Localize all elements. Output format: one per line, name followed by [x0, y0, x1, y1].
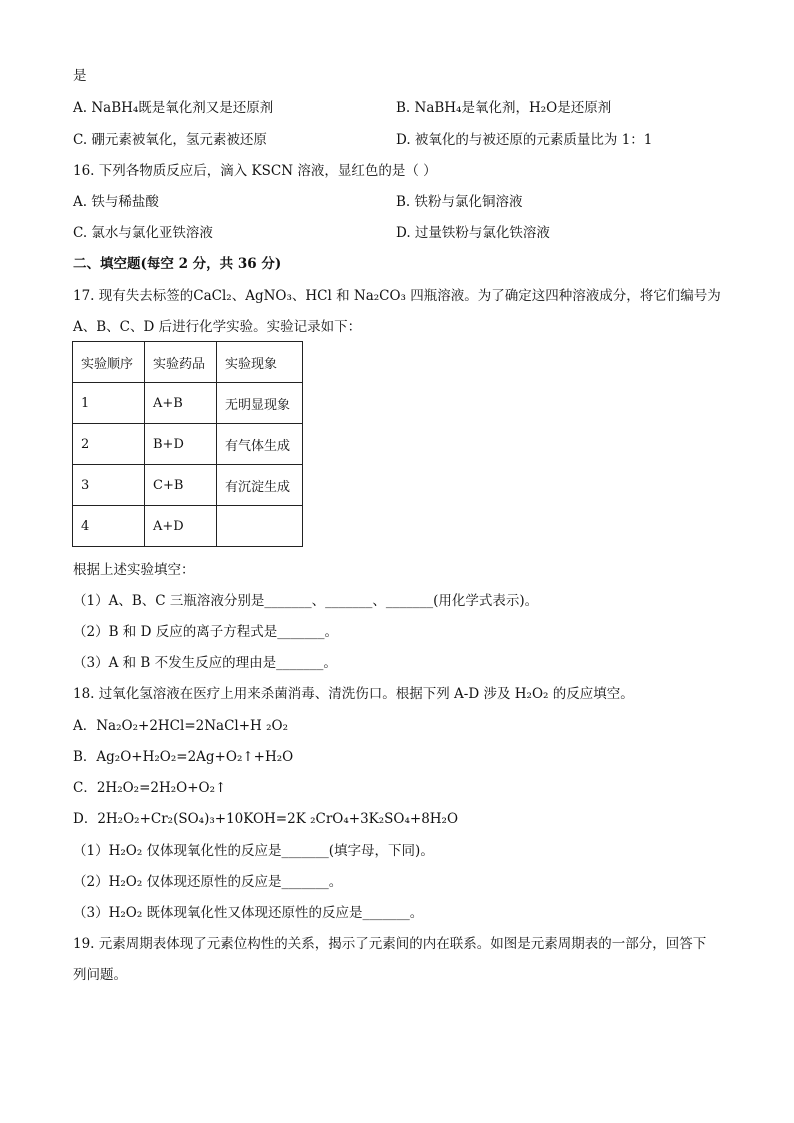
table-row	[73, 506, 303, 547]
q16-option-c: C. 氯水与氯化亚铁溶液	[73, 225, 213, 241]
section-title: 二、填空题(每空 2 分，共 36 分)	[73, 256, 282, 272]
table-row	[73, 383, 303, 424]
table-row	[73, 465, 303, 506]
table-cell: 无明显现象	[217, 383, 303, 424]
q18-reaction-a: A．Na₂O₂+2HCl=2NaCl+H ₂O₂	[73, 718, 288, 734]
q18-reaction-b: B．Ag₂O+H₂O₂=2Ag+O₂↑+H₂O	[73, 749, 294, 765]
q17-stem-line1: 17. 现有失去标签的CaCl₂、AgNO₃、HCl 和 Na₂CO₃ 四瓶溶液。为了确定这四种溶液成分，将它们编号为	[73, 288, 721, 304]
q17-after-table: 根据上述实验填空：	[73, 562, 195, 578]
experiment-table	[72, 341, 303, 547]
table-header-row	[73, 342, 303, 383]
table-cell: 有沉淀生成	[217, 465, 303, 506]
table-cell: 4	[73, 506, 145, 547]
q19-stem-line2: 列问题。	[73, 967, 127, 983]
q17-sub-2: （2）B 和 D 反应的离子方程式是_______。	[73, 624, 338, 640]
q17-sub-1: （1）A、B、C 三瓶溶液分别是_______、_______、_______(用化学式表示)。	[73, 593, 539, 609]
table-cell: B+D	[145, 424, 217, 465]
table-cell: A+D	[145, 506, 217, 547]
q15-tail: 是	[73, 68, 87, 84]
q15-option-a: A. NaBH₄既是氧化剂又是还原剂	[73, 100, 274, 116]
q18-stem: 18. 过氧化氢溶液在医疗上用来杀菌消毒、清洗伤口。根据下列 A-D 涉及 H₂O₂ 的反应填空。	[73, 686, 634, 702]
q15-option-d: D. 被氧化的与被还原的元素质量比为 1：1	[396, 132, 653, 148]
table-header-cell: 实验顺序	[73, 342, 145, 383]
q17-stem-line2: A、B、C、D 后进行化学实验。实验记录如下：	[73, 319, 362, 335]
q18-sub-3: （3）H₂O₂ 既体现氧化性又体现还原性的反应是_______。	[73, 905, 424, 921]
table-cell: 1	[73, 383, 145, 424]
table-cell: 2	[73, 424, 145, 465]
q18-sub-1: （1）H₂O₂ 仅体现氧化性的反应是_______(填字母，下同)。	[73, 843, 434, 859]
q15-option-c: C. 硼元素被氧化，氢元素被还原	[73, 132, 267, 148]
q17-sub-3: （3）A 和 B 不发生反应的理由是_______。	[73, 655, 337, 671]
q15-option-b: B. NaBH₄是氧化剂，H₂O是还原剂	[396, 100, 612, 116]
q19-stem-line1: 19. 元素周期表体现了元素位构性的关系，揭示了元素间的内在联系。如图是元素周期表的一部分，回答下	[73, 936, 707, 952]
table-cell: 有气体生成	[217, 424, 303, 465]
table-header-cell: 实验药品	[145, 342, 217, 383]
q16-option-a: A. 铁与稀盐酸	[73, 194, 159, 210]
table-row	[73, 424, 303, 465]
q16-option-d: D. 过量铁粉与氯化铁溶液	[396, 225, 550, 241]
q16-stem: 16. 下列各物质反应后，滴入 KSCN 溶液，显红色的是（ ）	[73, 163, 437, 179]
table-cell: A+B	[145, 383, 217, 424]
q18-reaction-c: C．2H₂O₂=2H₂O+O₂↑	[73, 780, 227, 796]
table-header-cell: 实验现象	[217, 342, 303, 383]
table-cell	[217, 506, 303, 547]
table-cell: 3	[73, 465, 145, 506]
q18-reaction-d: D．2H₂O₂+Cr₂(SO₄)₃+10KOH=2K ₂CrO₄+3K₂SO₄+8H₂O	[73, 811, 459, 827]
table-cell: C+B	[145, 465, 217, 506]
q18-sub-2: （2）H₂O₂ 仅体现还原性的反应是_______。	[73, 874, 343, 890]
q16-option-b: B. 铁粉与氯化铜溶液	[396, 194, 523, 210]
